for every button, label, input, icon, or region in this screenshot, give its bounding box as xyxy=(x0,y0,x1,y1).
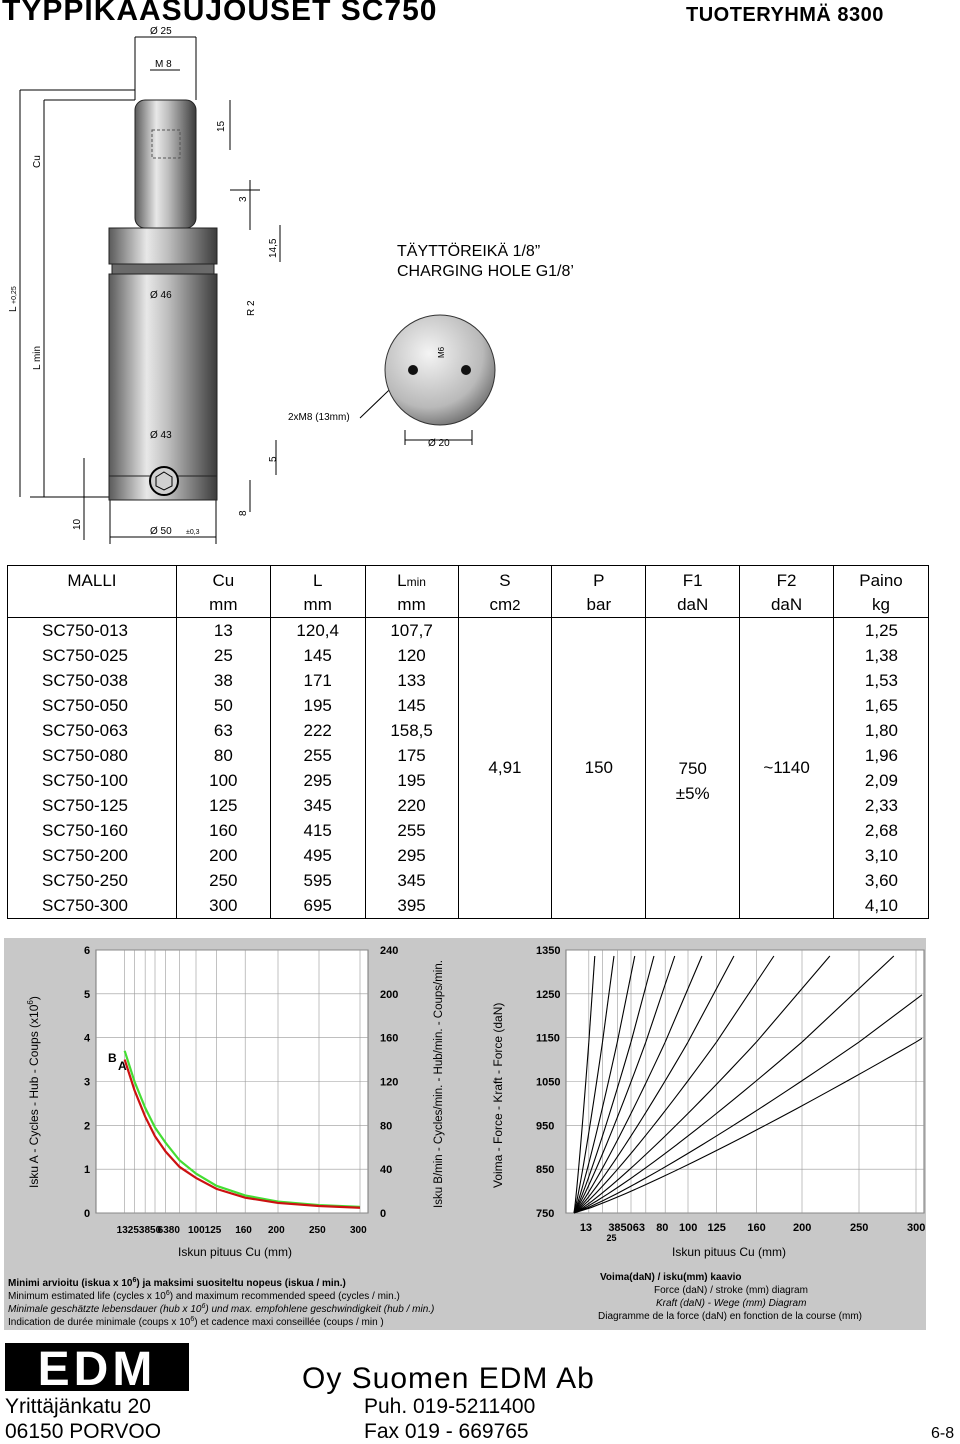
charging-hole-fi: TÄYTTÖREIKÄ 1/8” xyxy=(397,243,541,260)
caption-fi-a: Minimi arvioitu (iskua x 10 xyxy=(8,1278,133,1289)
force-xtick: 250 xyxy=(850,1222,869,1234)
product-group: TUOTERYHMÄ 8300 xyxy=(686,4,884,26)
dim-m8: M 8 xyxy=(155,59,172,70)
right-ytick: 200 xyxy=(380,988,399,1001)
header-f1: F1 xyxy=(646,566,740,594)
force-ytick: 850 xyxy=(536,1164,555,1177)
cell-cu: 160 xyxy=(176,818,270,843)
cell-lmin: 175 xyxy=(365,743,458,768)
edm-logo-text: EDM xyxy=(37,1343,157,1391)
force-xtick: 125 xyxy=(707,1222,726,1234)
cell-l: 120,4 xyxy=(270,618,365,644)
caption-force-fi: Voima(daN) / isku(mm) kaavio xyxy=(600,1272,742,1283)
cell-l: 595 xyxy=(270,868,365,893)
cell-cu: 250 xyxy=(176,868,270,893)
cell-lmin: 195 xyxy=(365,768,458,793)
cell-weight: 1,38 xyxy=(834,643,929,668)
caption-fr xyxy=(8,1316,384,1328)
cell-model: SC750-038 xyxy=(8,668,177,693)
cell-l: 195 xyxy=(270,693,365,718)
cell-weight: 1,96 xyxy=(834,743,929,768)
cell-cu: 300 xyxy=(176,893,270,919)
caption-de-b: ) und max. empfohlene geschwindigkeit (hub / min.) xyxy=(205,1304,435,1315)
caption-fr-b: ) et cadence maxi conseillée (coups / min ) xyxy=(194,1317,384,1328)
left-ylabel: Isku A - Cycles - Hub - Coups $(x10^6)$ xyxy=(26,996,41,1188)
cell-model: SC750-013 xyxy=(8,618,177,644)
cell-model: SC750-063 xyxy=(8,718,177,743)
unit-cu: mm xyxy=(176,593,270,618)
unit-s-main: cm xyxy=(489,595,513,614)
unit-lmin: mm xyxy=(365,593,458,618)
left-ylabel-sup: 6 xyxy=(26,1000,35,1005)
right-ytick: 80 xyxy=(380,1120,393,1133)
cell-weight: 2,09 xyxy=(834,768,929,793)
caption-fi-b: ) ja maksimi suositeltu nopeus (iskua / min.) xyxy=(136,1278,346,1289)
force-xtick: 80 xyxy=(656,1222,669,1234)
header-p: P xyxy=(552,566,646,594)
cell-weight: 3,60 xyxy=(834,868,929,893)
force-xtick: 385063 xyxy=(608,1222,646,1234)
dim-d43: Ø 43 xyxy=(150,430,172,441)
cell-model: SC750-100 xyxy=(8,768,177,793)
header-l: L xyxy=(270,566,365,594)
force-xlabel: Iskun pituus Cu (mm) xyxy=(672,1245,787,1259)
cell-l: 415 xyxy=(270,818,365,843)
spec-table xyxy=(7,565,929,919)
force-xtick: 200 xyxy=(793,1222,812,1234)
cell-l: 222 xyxy=(270,718,365,743)
cell-cu: 63 xyxy=(176,718,270,743)
cell-s xyxy=(458,618,552,919)
dim-5: 5 xyxy=(268,456,279,462)
table-header-row-1 xyxy=(8,566,929,594)
left-xtick: 100125 xyxy=(188,1225,222,1236)
caption-en xyxy=(8,1290,400,1302)
dim-8: 8 xyxy=(238,510,249,516)
cell-model: SC750-050 xyxy=(8,693,177,718)
value-f2: ~1140 xyxy=(763,758,810,777)
header-paino: Paino xyxy=(834,566,929,594)
cell-l: 295 xyxy=(270,768,365,793)
cell-weight: 1,53 xyxy=(834,668,929,693)
caption-force-en: Force (daN) / stroke (mm) diagram xyxy=(654,1285,808,1296)
charging-hole-label xyxy=(397,242,574,282)
unit-l: mm xyxy=(270,593,365,618)
left-ytick: 2 xyxy=(84,1120,91,1133)
force-xtick: 100 xyxy=(679,1222,698,1234)
cell-weight: 2,68 xyxy=(834,818,929,843)
company-name: Oy Suomen EDM Ab xyxy=(302,1362,595,1395)
dim-10: 10 xyxy=(72,518,83,530)
left-xtick: 6380 xyxy=(157,1225,180,1236)
cell-cu: 25 xyxy=(176,643,270,668)
cell-cu: 38 xyxy=(176,668,270,693)
phone-number: Puh. 019-5211400 xyxy=(364,1395,536,1418)
performance-graphs xyxy=(4,938,926,1330)
unit-malli xyxy=(8,593,177,618)
caption-fr-sup: 6 xyxy=(190,1316,195,1323)
value-f1-tol: ±5% xyxy=(675,783,710,803)
cell-weight: 1,25 xyxy=(834,618,929,644)
dim-d50: Ø 50 xyxy=(150,526,172,537)
value-s: 4,91 xyxy=(488,758,522,777)
cell-f2 xyxy=(740,618,834,919)
left-xtick: 250 xyxy=(309,1225,326,1236)
header-s: S xyxy=(458,566,552,594)
city-address: 06150 PORVOO xyxy=(5,1420,162,1443)
header-cu: Cu xyxy=(176,566,270,594)
right-ytick: 160 xyxy=(380,1032,399,1045)
value-f1: 750 xyxy=(678,758,707,778)
right-ytick: 240 xyxy=(380,945,399,957)
cell-lmin: 145 xyxy=(365,693,458,718)
cell-cu: 125 xyxy=(176,793,270,818)
force-ytick: 750 xyxy=(536,1208,555,1220)
dim-3: 3 xyxy=(238,196,249,202)
charging-hole-en: CHARGING HOLE G1/8’ xyxy=(397,263,574,280)
page-title: TYPPIKAASUJOUSET SC750 xyxy=(2,0,438,27)
right-ylabel: Isku B/min - Cycles/min. - Hub/min. - Coups/min. xyxy=(433,960,445,1208)
dim-l-tol: +0,25 xyxy=(11,286,18,304)
fax-number: Fax 019 - 669765 xyxy=(364,1420,529,1443)
cell-l: 145 xyxy=(270,643,365,668)
page-number: 6-8 xyxy=(931,1425,955,1442)
cell-l: 171 xyxy=(270,668,365,693)
technical-drawing xyxy=(0,24,520,544)
dim-d46: Ø 46 xyxy=(150,290,172,301)
cell-lmin: 158,5 xyxy=(365,718,458,743)
cell-model: SC750-025 xyxy=(8,643,177,668)
left-xtick: 200 xyxy=(268,1225,285,1236)
cell-model: SC750-160 xyxy=(8,818,177,843)
cell-weight: 1,80 xyxy=(834,718,929,743)
left-ytick: 0 xyxy=(84,1208,91,1220)
dim-r2: R 2 xyxy=(246,300,257,316)
force-ytick: 1250 xyxy=(536,988,561,1001)
value-p: 150 xyxy=(584,758,613,777)
cell-p xyxy=(552,618,646,919)
edm-logo xyxy=(5,1343,189,1391)
left-xtick: 13253850 xyxy=(116,1225,162,1236)
right-ytick: 120 xyxy=(380,1076,399,1089)
cell-cu: 200 xyxy=(176,843,270,868)
cell-l: 345 xyxy=(270,793,365,818)
cell-l: 495 xyxy=(270,843,365,868)
cell-cu: 100 xyxy=(176,768,270,793)
left-ylabel-text: Isku A - Cycles - Hub - Coups (x10 xyxy=(27,1004,41,1188)
caption-force-fr: Diagramme de la force (daN) en fonction de la course (mm) xyxy=(598,1311,862,1322)
right-ytick: 40 xyxy=(380,1164,393,1177)
dim-cu: Cu xyxy=(32,155,43,168)
force-ylabel: Voima - Force - Kraft - Force (daN) xyxy=(491,1002,505,1188)
cell-cu: 80 xyxy=(176,743,270,768)
cell-weight: 1,65 xyxy=(834,693,929,718)
caption-de-a: Minimale geschätzte lebensdauer (hub x 10 xyxy=(8,1304,202,1315)
cell-cu: 13 xyxy=(176,618,270,644)
caption-en-b: ) and maximum recommended speed (cycles / min.) xyxy=(169,1291,400,1302)
cell-lmin: 255 xyxy=(365,818,458,843)
header-f2: F2 xyxy=(740,566,834,594)
table-row xyxy=(8,618,929,644)
caption-force-de: Kraft (daN) - Wege (mm) Diagram xyxy=(656,1298,807,1309)
unit-s xyxy=(458,593,552,618)
cell-lmin: 220 xyxy=(365,793,458,818)
cell-l: 695 xyxy=(270,893,365,919)
table-header-row-2 xyxy=(8,593,929,618)
cell-model: SC750-125 xyxy=(8,793,177,818)
header-lmin-main: L xyxy=(397,571,407,590)
cell-lmin: 133 xyxy=(365,668,458,693)
unit-f2: daN xyxy=(740,593,834,618)
cell-model: SC750-250 xyxy=(8,868,177,893)
caption-en-a: Minimum estimated life (cycles x 10 xyxy=(8,1291,166,1302)
unit-f1: daN xyxy=(646,593,740,618)
header-malli: MALLI xyxy=(8,566,177,594)
cell-lmin: 120 xyxy=(365,643,458,668)
left-ytick: 6 xyxy=(84,945,91,957)
force-xtick: 13 xyxy=(579,1222,593,1234)
unit-paino: kg xyxy=(834,593,929,618)
unit-s-sup: 2 xyxy=(512,597,521,614)
dim-15: 15 xyxy=(216,120,227,132)
dim-d20: Ø 20 xyxy=(428,438,450,449)
header-lmin xyxy=(365,566,458,594)
dim-m6: M6 xyxy=(437,346,446,358)
caption-fi xyxy=(8,1277,346,1289)
dim-lmin: L min xyxy=(32,345,43,370)
dim-d50-tol: ±0,3 xyxy=(186,529,200,536)
force-xtick: 160 xyxy=(747,1222,766,1234)
force-ytick: 1150 xyxy=(536,1032,560,1045)
header-lmin-sub: min xyxy=(406,575,426,589)
right-ytick: 0 xyxy=(380,1208,387,1220)
cell-weight: 3,10 xyxy=(834,843,929,868)
left-xtick: 300 xyxy=(350,1225,367,1236)
cell-lmin: 107,7 xyxy=(365,618,458,644)
force-ytick: 950 xyxy=(536,1120,555,1133)
force-ytick: 1050 xyxy=(536,1076,561,1089)
caption-fr-a: Indication de durée minimale (coups x 10 xyxy=(8,1317,191,1328)
left-ytick: 3 xyxy=(84,1076,91,1089)
caption-de xyxy=(8,1303,434,1315)
left-ytick: 4 xyxy=(84,1032,91,1045)
cell-weight: 2,33 xyxy=(834,793,929,818)
left-ytick: 1 xyxy=(84,1164,91,1177)
left-ytick: 5 xyxy=(84,988,91,1001)
dim-screw: 2xM8 (13mm) xyxy=(288,412,350,423)
cell-lmin: 395 xyxy=(365,893,458,919)
cell-model: SC750-300 xyxy=(8,893,177,919)
cell-lmin: 295 xyxy=(365,843,458,868)
unit-p: bar xyxy=(552,593,646,618)
dim-14-5: 14,5 xyxy=(268,238,279,258)
cell-f1 xyxy=(646,618,740,919)
dim-d25: Ø 25 xyxy=(150,26,172,37)
dim-l: L xyxy=(8,306,19,312)
cell-model: SC750-080 xyxy=(8,743,177,768)
force-ytick: 1350 xyxy=(536,945,561,957)
cell-l: 255 xyxy=(270,743,365,768)
cell-cu: 50 xyxy=(176,693,270,718)
caption-fi-sup: 6 xyxy=(132,1277,137,1284)
cell-lmin: 345 xyxy=(365,868,458,893)
caption-de-sup: 6 xyxy=(201,1303,206,1310)
curve-label-b: B xyxy=(108,1051,117,1065)
caption-en-sup: 6 xyxy=(165,1290,170,1297)
force-xtick: 300 xyxy=(907,1222,926,1234)
left-xlabel: Iskun pituus Cu (mm) xyxy=(178,1245,293,1259)
cell-model: SC750-200 xyxy=(8,843,177,868)
curve-label-a: A xyxy=(118,1059,127,1073)
cell-weight: 4,10 xyxy=(834,893,929,919)
street-address: Yrittäjänkatu 20 xyxy=(5,1395,151,1418)
force-xtick: 25 xyxy=(606,1233,617,1243)
left-xtick: 160 xyxy=(235,1225,252,1236)
